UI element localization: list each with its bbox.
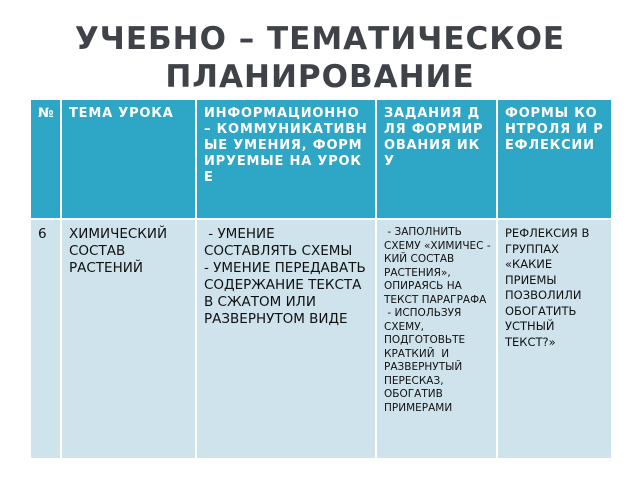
skill-item-2: - УМЕНИЕ ПЕРЕДАВАТЬ СОДЕРЖАНИЕ ТЕКСТА В СЖАТОМ ИЛИ РАЗВЕРНУТОМ ВИДЕ: [204, 260, 371, 327]
skills-text: [197, 220, 375, 328]
cell-forms: [497, 219, 612, 459]
forms-text: РЕФЛЕКСИЯ В ГРУППАХ «КАКИЕ ПРИЕМЫ ПОЗВОЛИЛИ ОБОГАТИТЬ УСТНЫЙ ТЕКСТ?»: [505, 226, 590, 349]
header-skills-label: ИНФОРМАЦИОННО – КОММУНИКАТИВНЫЕ УМЕНИЯ, ФОРМИРУЕМЫЕ НА УРОКЕ: [204, 106, 368, 185]
header-cell-tasks: [376, 99, 497, 219]
cell-topic: [61, 219, 196, 459]
header-tasks-label: ЗАДАНИЯ ДЛЯ ФОРМИРОВАНИЯ ИКУ: [384, 106, 484, 169]
header-cell-number: [30, 99, 61, 219]
task-item-1: - ЗАПОЛНИТЬ СХЕМУ «ХИМИЧЕС - КИЙ СОСТАВ РАСТЕНИЯ», ОПИРАЯСЬ НА ТЕКСТ ПАРАГРАФА: [384, 226, 494, 306]
header-cell-topic: [61, 99, 196, 219]
cell-skills: [196, 219, 376, 459]
table-header-row: [30, 99, 612, 219]
skill-item-1: - УМЕНИЕ СОСТАВЛЯТЬ СХЕМЫ: [204, 226, 353, 259]
lesson-number: 6: [38, 226, 47, 242]
planning-table: [29, 98, 613, 460]
table-row: [30, 219, 612, 459]
lesson-topic: ХИМИЧЕСКИЙ СОСТАВ РАСТЕНИЙ: [69, 226, 168, 276]
header-cell-skills: [196, 99, 376, 219]
cell-tasks: [376, 219, 497, 459]
cell-number: [30, 219, 61, 459]
header-forms-label: ФОРМЫ КОНТРОЛЯ И РЕФЛЕКСИИ: [505, 106, 604, 153]
slide-title: [0, 20, 640, 96]
slide-title-line-1: УЧЕБНО – ТЕМАТИЧЕСКОЕ: [74, 21, 566, 57]
tasks-text: [377, 220, 496, 415]
slide-title-line-2: ПЛАНИРОВАНИЕ: [165, 59, 475, 95]
header-topic-label: ТЕМА УРОКА: [69, 106, 174, 121]
header-number-label: №: [38, 106, 55, 121]
task-item-2: - ИСПОЛЬЗУЯ СХЕМУ, ПОДГОТОВЬТЕ КРАТКИЙ И РАЗВЕРНУТЫЙ ПЕРЕСКАЗ, ОБОГАТИВ ПРИМЕРАМИ: [384, 307, 469, 414]
header-cell-forms: [497, 99, 612, 219]
